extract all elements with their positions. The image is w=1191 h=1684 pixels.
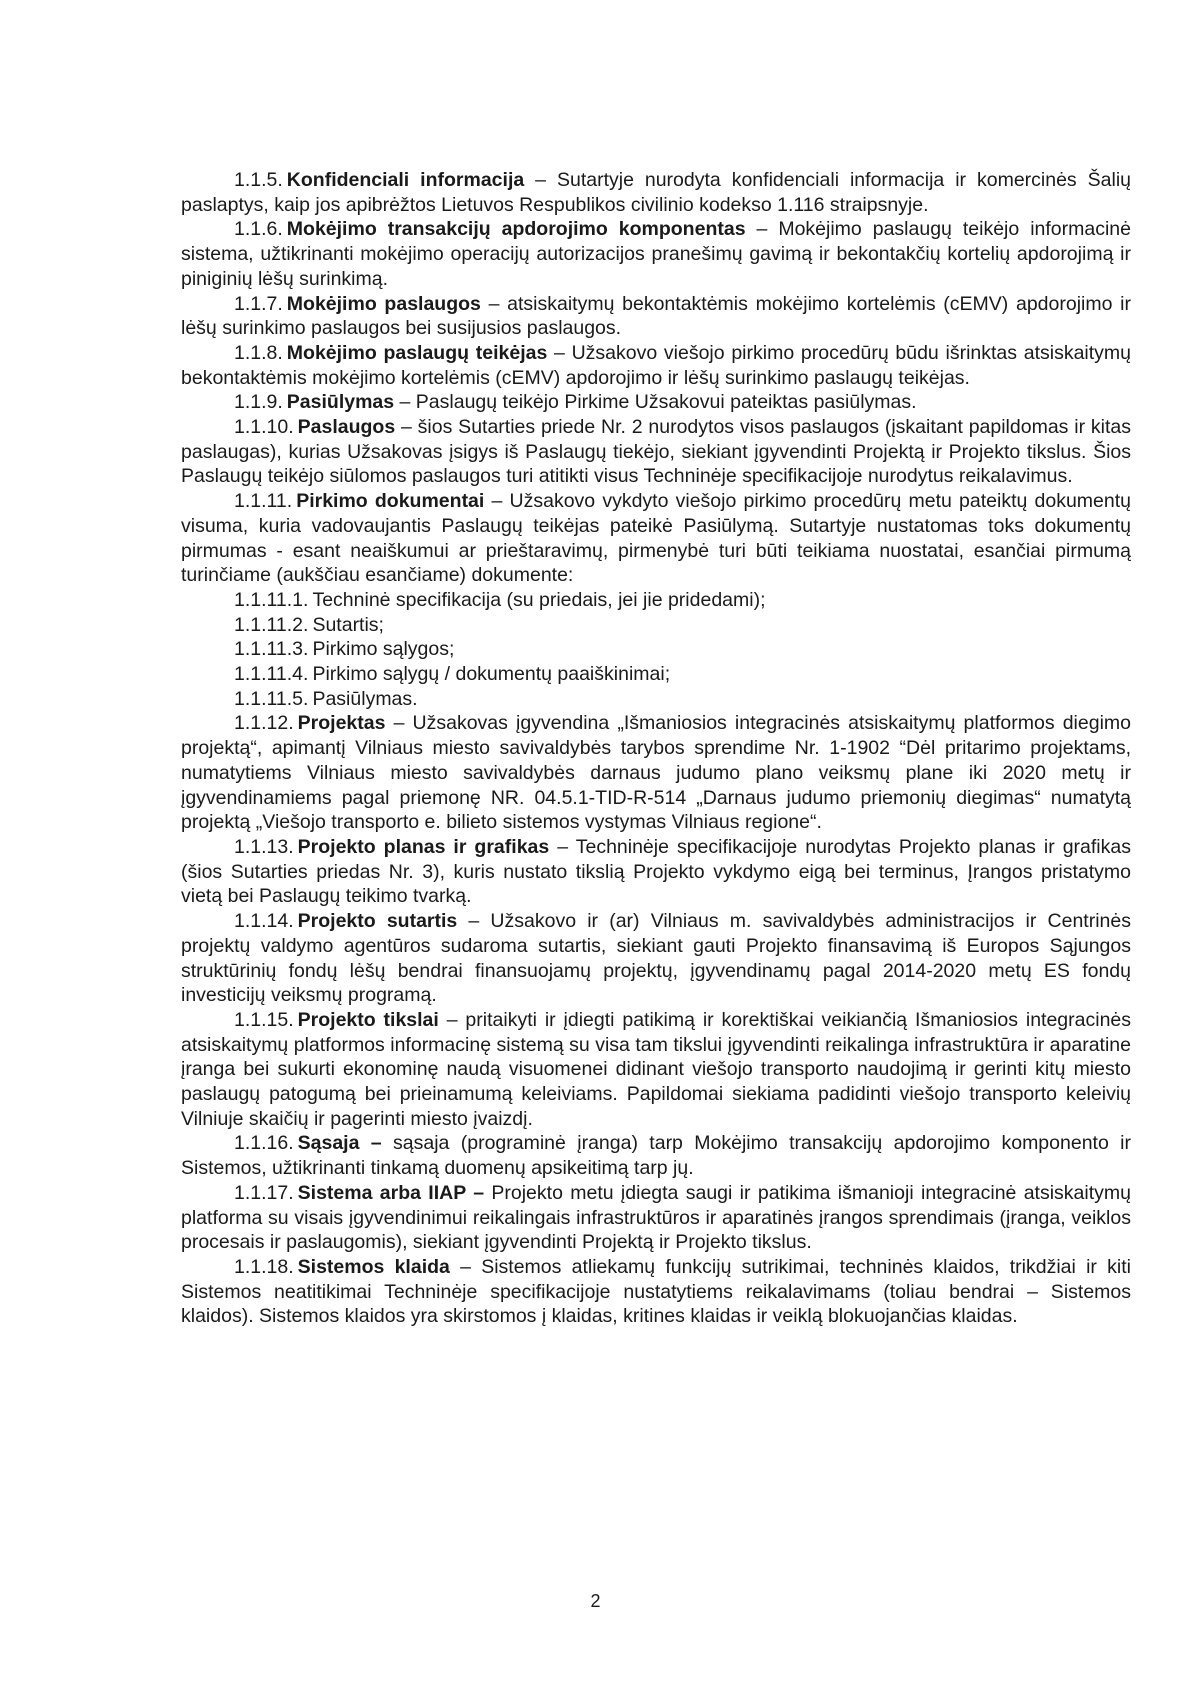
definition-1-1-8: 1.1.8. Mokėjimo paslaugų teikėjas – Užsakovo viešojo pirkimo procedūrų būdu išrinktas atsiskaitymų bekontaktėmis mokėjimo kortelėmis (cEMV) apdorojimo ir lėšų surinkimo paslaugų teikėjas. (181, 341, 1132, 389)
definition-1-1-13: 1.1.13. Projekto planas ir grafikas – Techninėje specifikacijoje nurodytas Projekto planas ir grafikas (šios Sutarties priedas Nr. 3), kuris nustato tikslią Projekto vykdymo eigą bei terminus, Įrangos pristatymo vietą bei Paslaugų teikimo tvarką. (181, 835, 1131, 908)
definition-1-1-5: 1.1.5. Konfidenciali informacija – Sutartyje nurodyta konfidenciali informacija ir komercinės Šalių paslaptys, kaip jos apibrėžtos Lietuvos Respublikos civilinio kodekso 1.116 straipsnyje. (181, 169, 1131, 216)
list-item: 1.1.11.3. Pirkimo sąlygos; (234, 638, 455, 661)
definition-1-1-7: 1.1.7. Mokėjimo paslaugos – atsiskaitymų bekontaktėmis mokėjimo kortelėmis (cEMV) apdorojimo ir lėšų surinkimo paslaugos bei susijusios paslaugos. (181, 292, 1132, 340)
definition-1-1-11: 1.1.11. Pirkimo dokumentai – Užsakovo vykdyto viešojo pirkimo procedūrų metu pateiktų dokumentų visuma, kuria vadovaujantis Paslaugų teikėjas pateikė Pasiūlymą. Sutartyje nustatomas toks dokumentų pirmumas - esant neaiškumui ar prieštaravimų, pirmenybė turi būti teikiama nuostatai, esančiai pirmumą turinčiame (aukščiau esančiame) dokumente: (181, 490, 1131, 587)
list-item: 1.1.11.5. Pasiūlymas. (234, 687, 418, 710)
list-item: 1.1.11.2. Sutartis; (234, 613, 384, 636)
definition-1-1-18: 1.1.18. Sistemos klaida – Sistemos atliekamų funkcijų sutrikimai, techninės klaidos, trikdžiai ir kiti Sistemos neatitikimai Techninėje specifikacijoje nustatytiems reikalavimams (toliau bendrai – Sistemos klaidos). Sistemos klaidos yra skirstomos į klaidas, kritines klaidas ir veiklą blokuojančias klaidas. (181, 1255, 1131, 1328)
definition-1-1-17: 1.1.17. Sistema arba IIAP – Projekto metu įdiegta saugi ir patikima išmanioji integracinė atsiskaitymų platforma su visais įgyvendinimui reikalingais infrastruktūros ir aparatinės įrangos sprendimais (įranga, veiklos procesais ir paslaugomis), siekiant įgyvendinti Projektą ir Projekto tikslus. (181, 1181, 1131, 1254)
document-body (181, 168, 1131, 1329)
definition-1-1-9: 1.1.9. Pasiūlymas – Paslaugų teikėjo Pirkime Užsakovui pateiktas pasiūlymas. (234, 391, 917, 414)
definition-1-1-6: 1.1.6. Mokėjimo transakcijų apdorojimo komponentas – Mokėjimo paslaugų teikėjo informacinė sistema, užtikrinanti mokėjimo operacijų autorizacijos pranešimų gavimą ir bekontakčių kortelių apdorojimą ir piniginių lėšų surinkimą. (181, 218, 1131, 290)
definition-1-1-14: 1.1.14. Projekto sutartis – Užsakovo ir (ar) Vilniaus m. savivaldybės administracijos ir Centrinės projektų valdymo agentūros sudaroma sutartis, siekiant gauti Projekto finansavimą iš Europos Sąjungos struktūrinių fondų lėšų bendrai finansuojamų projektų, įgyvendinamų pagal 2014-2020 metų ES fondų investicijų veiksmų programą. (181, 910, 1131, 1007)
list-item: 1.1.11.1. Techninė specifikacija (su priedais, jei jie pridedami); (234, 588, 766, 611)
definition-1-1-10: 1.1.10. Paslaugos – šios Sutarties priede Nr. 2 nurodytos visos paslaugos (įskaitant papildomas ir kitas paslaugas), kurias Užsakovas įsigys iš Paslaugų tiekėjo, siekiant įgyvendinti Projektą ir Projekto tikslus. Šios Paslaugų teikėjo siūlomos paslaugos turi atitikti visus Techninėje specifikacijoje nurodytus reikalavimus. (181, 416, 1131, 488)
page-number: 2 (590, 1591, 601, 1611)
definition-1-1-15: 1.1.15. Projekto tikslai – pritaikyti ir įdiegti patikimą ir korektiškai veikiančią Išmaniosios integracinės atsiskaitymų platformos informacinę sistemą su visa tam tikslui įgyvendinti reikalinga infrastruktūra ir aparatine įranga bei sukurti ekonominę naudą visuomenei didinant viešojo transporto naudojimą ir gerinti kitų miesto paslaugų patogumą bei prieinamumą keleiviams. Papildomai siekiama padidinti viešojo transporto keleivių Vilniuje skaičių ir pagerinti miesto įvaizdį. (181, 1008, 1132, 1130)
list-item: 1.1.11.4. Pirkimo sąlygų / dokumentų paaiškinimai; (234, 663, 671, 686)
definition-1-1-16: 1.1.16. Sąsaja – sąsaja (programinė įranga) tarp Mokėjimo transakcijų apdorojimo komponento ir Sistemos, užtikrinanti tinkamą duomenų apsikeitimą tarp jų. (181, 1132, 1131, 1180)
definition-1-1-12: 1.1.12. Projektas – Užsakovas įgyvendina „Išmaniosios integracinės atsiskaitymų platformos diegimo projektą“, apimantį Vilniaus miesto savivaldybės tarybos sprendime Nr. 1-1902 “Dėl pritarimo projektams, numatytiems Vilniaus miesto savivaldybės darnaus judumo plano veiksmų plane iki 2020 metų ir įgyvendinamiems pagal priemonę NR. 04.5.1-TID-R-514 „Darnaus judumo priemonių diegimas“ numatytą projektą „Viešojo transporto e. bilieto sistemos vystymas Vilniaus regione“. (181, 712, 1131, 834)
